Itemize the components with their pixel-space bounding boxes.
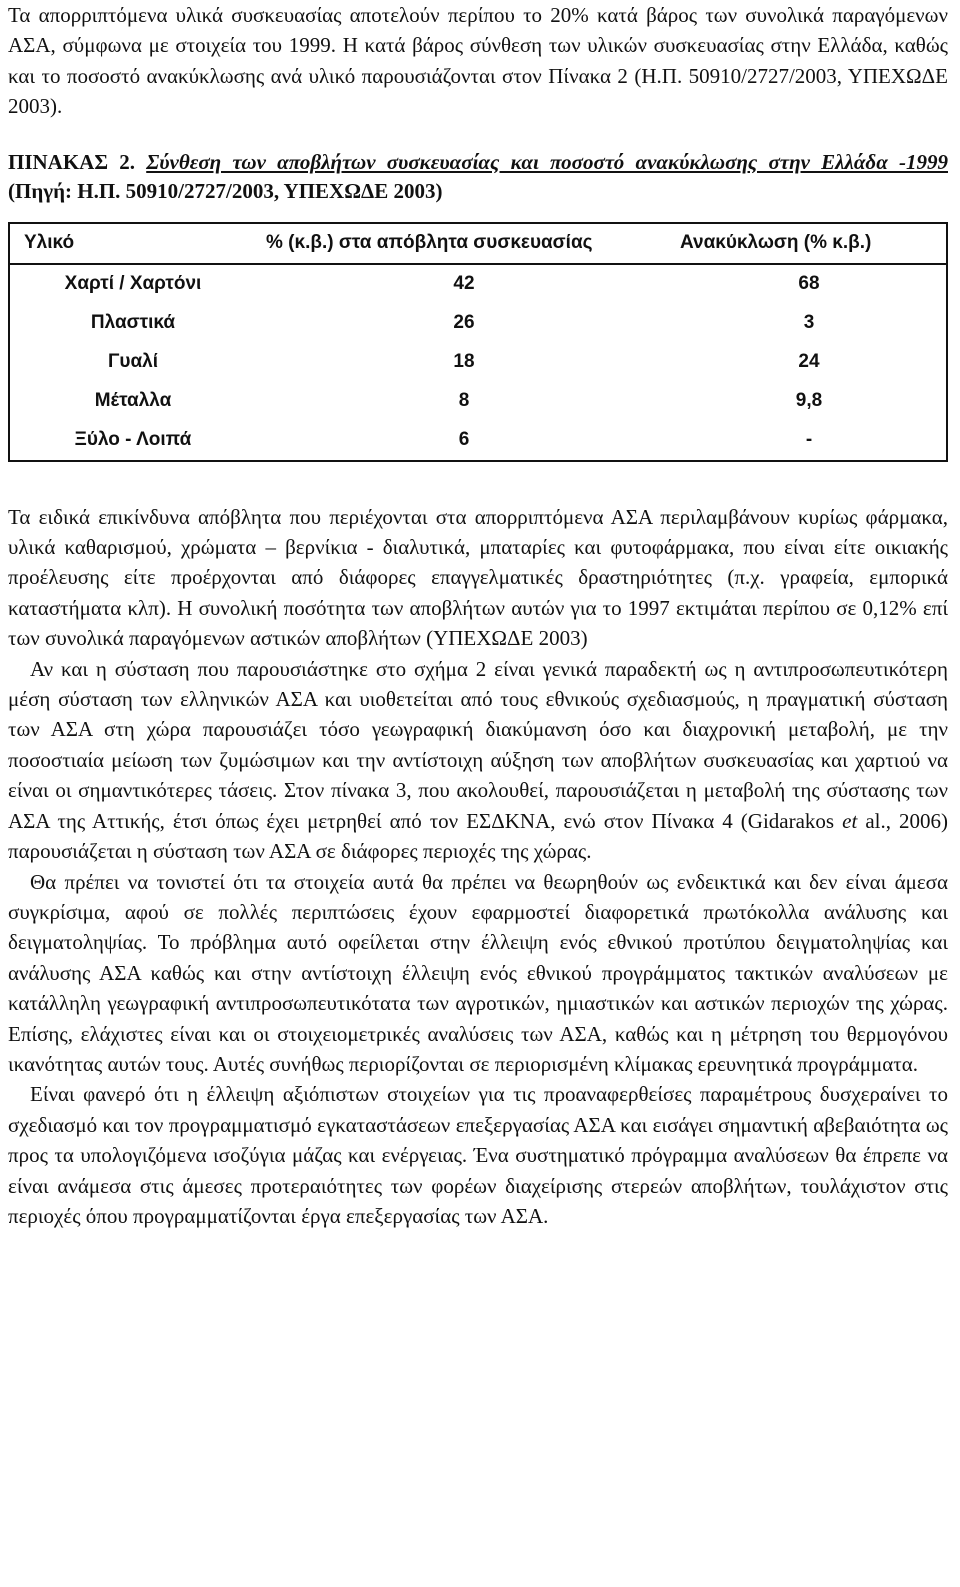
table-caption-label: ΠΙΝΑΚΑΣ 2.: [8, 149, 136, 174]
cell-material: Χαρτί / Χαρτόνι: [64, 273, 202, 295]
body-text: [8, 502, 948, 1232]
cell-recycling: 24: [798, 351, 820, 373]
paragraph-text: Τα ειδικά επικίνδυνα απόβλητα που περιέχονται στα απορριπτόμενα ΑΣΑ περιλαμβάνουν κυρίως φάρμακα, υλικά καθαρισμού, χρώματα – βερνίκια - διαλυτικά, μπαταρίες και φυτοφάρμακα, που είναι είτε οικιακής προέλευσης είτε προέρχονται από διάφορες επαγγελματικές δραστηριότητες (π.χ. γραφεία, εμπορικά καταστήματα κλπ). Η συνολική ποσότητα των αποβλήτων αυτών για το 1997 εκτιμάται περίπου σε 0,12% επί των συνολικά παραγόμενων αστικών αποβλήτων (ΥΠΕΧΩΔΕ 2003): [8, 504, 948, 651]
intro-paragraph: Τα απορριπτόμενα υλικά συσκευασίας αποτελούν περίπου το 20% κατά βάρος των συνολικά παραγόμενων ΑΣΑ, σύμφωνα με στοιχεία του 1999. Η κατά βάρος σύνθεση των υλικών συσκευασίας στην Ελλάδα, καθώς και το ποσοστό ανακύκλωσης ανά υλικό παρουσιάζονται στον Πίνακα 2 (Η.Π. 50910/2727/2003, ΥΠΕΧΩΔΕ 2003).: [8, 3, 948, 119]
cell-material: Ξύλο - Λοιπά: [74, 429, 192, 451]
table-row: [9, 264, 947, 304]
paragraph-text-tail: al., 2006) παρουσιάζεται η σύσταση των ΑΣΑ σε διάφορες περιοχές της χώρας.: [8, 808, 948, 864]
cell-recycling: 68: [798, 273, 820, 295]
cell-recycling: 9,8: [795, 390, 823, 412]
paragraph-text: Είναι φανερό ότι η έλλειψη αξιόπιστων στοιχείων για τις προαναφερθείσες παραμέτρους δυσχεραίνει το σχεδιασμό και τον προγραμματισμό εγκαταστάσεων επεξεργασίας ΑΣΑ και εισάγει σημαντική αβεβαιότητα ως προς τα υπολογιζόμενα ισοζύγια μάζας και ενέργειας. Ένα συστηματικό πρόγραμμα αναλύσεων θα έπρεπε να είναι ανάμεσα στις άμεσες προτεραιότητες των φορέων διαχείρισης στερεών αποβλήτων, τουλάχιστον στις περιοχές όπου προγραμματίζονται έργα επεξεργασίας των ΑΣΑ.: [8, 1082, 948, 1228]
paragraph-text: Θα πρέπει να τονιστεί ότι τα στοιχεία αυτά θα πρέπει να θεωρηθούν ως ενδεικτικά και δεν είναι άμεσα συγκρίσιμα, αφού σε πολλές περιπτώσεις έχουν εφαρμοστεί διαφορετικά πρωτόκολλα ανάλυσης και δειγματοληψίας. Το πρόβλημα αυτό οφείλεται στην έλλειψη ενός εθνικού προτύπου δειγματοληψίας και ανάλυσης ΑΣΑ καθώς και στην αντίστοιχη έλλειψη ενός εθνικού προγράμματος τακτικών αναλύσεων με κατάλληλη γεωγραφική αντιπροσωπευτικότατα των αγροτικών, ημιαστικών και αστικών περιοχών της χώρας. Επίσης, ελάχιστες είναι και οι στοιχειομετρικές αναλύσεις των ΑΣΑ, καθώς και η μέτρηση του θερμογόνου ικανότητας αυτών τους. Αυτές συνήθως περιορίζονται σε περιορισμένη κλίμακας ερευνητικά προγράμματα.: [8, 869, 948, 1076]
table-caption: [8, 148, 948, 206]
cell-percent: 8: [458, 390, 470, 412]
paragraph-italic: et: [842, 808, 858, 833]
header-material: Υλικό: [9, 223, 256, 264]
header-percent-packaging: % (κ.β.) στα απόβλητα συσκευασίας: [256, 223, 672, 264]
paragraph-hazardous: [8, 502, 948, 654]
paragraph-text: Αν και η σύσταση που παρουσιάστηκε στο σχήμα 2 είναι γενικά παραδεκτή ως η αντιπροσωπευτικότερη μέση σύσταση των ελληνικών ΑΣΑ και υιοθετείται από τους εθνικούς σχεδιασμούς, η πραγματική σύσταση των ΑΣΑ στη χώρα παρουσιάζει τόσο γεωγραφική διακύμανση όσο και διαχρονική μεταβολή, με την ποσοστιαία μείωση των ζυμώσιμων και την αντίστοιχη αύξηση των αποβλήτων συσκευασίας και χαρτιού να είναι οι σημαντικότερες τάσεις. Στον πίνακα 3, που ακολουθεί, παρουσιάζεται η μεταβολή της σύστασης των ΑΣΑ της Αττικής, έτσι όπως έχει μετρηθεί από τον ΕΣΔΚΝΑ, ενώ στον Πίνακα 4 (Gidarakos: [8, 656, 948, 833]
table-row: [9, 382, 947, 421]
header-recycling: Ανακύκλωση (% κ.β.): [672, 223, 947, 264]
cell-material: Γυαλί: [107, 351, 158, 373]
cell-percent: 6: [458, 429, 470, 451]
table-header-row: [9, 223, 947, 264]
table-row: [9, 343, 947, 382]
packaging-composition-table: [8, 222, 948, 462]
cell-material: Πλαστικά: [90, 312, 176, 334]
table-caption-title: Σύνθεση των αποβλήτων συσκευασίας και ποσοστό ανακύκλωσης στην Ελλάδα -1999: [146, 149, 948, 174]
paragraph-lack-of-data: [8, 1079, 948, 1231]
document-page: [8, 0, 948, 1231]
paragraph-indicative: [8, 867, 948, 1080]
table-caption-source: (Πηγή: Η.Π. 50910/2727/2003, ΥΠΕΧΩΔΕ 2003): [8, 178, 443, 203]
paragraph-composition: [8, 654, 948, 867]
table-row: [9, 421, 947, 461]
cell-percent: 18: [453, 351, 475, 373]
cell-recycling: 3: [803, 312, 815, 334]
table-row: [9, 304, 947, 343]
cell-percent: 42: [453, 273, 475, 295]
cell-recycling: -: [805, 429, 813, 451]
cell-percent: 26: [453, 312, 475, 334]
cell-material: Μέταλλα: [94, 390, 172, 412]
